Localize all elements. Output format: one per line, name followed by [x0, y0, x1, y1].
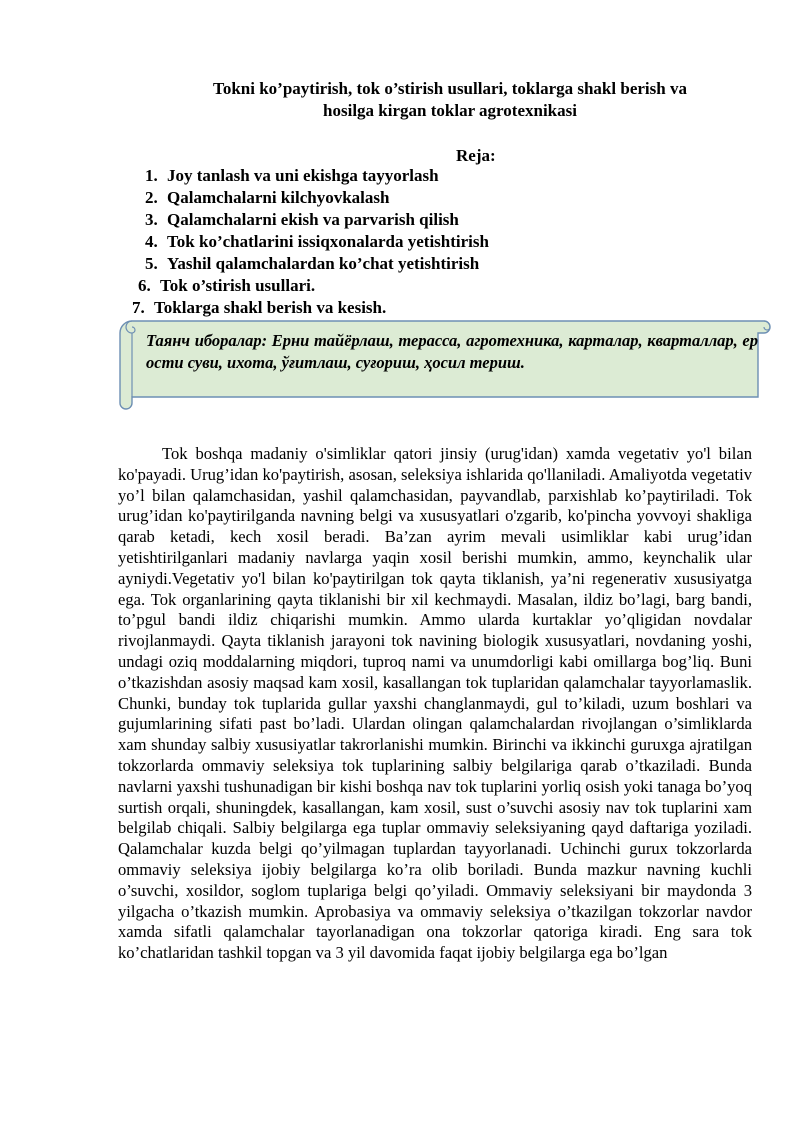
keywords-text: Таянч иборалар: Ерни тайёрлаш, терасса, агротехника, карталар, кварталлар, ер ости суви, ихота, ўғитлаш, суғориш, ҳосил териш. [146, 331, 758, 372]
plan-item: 5. Yashil qalamchalardan ko’chat yetishtirish [145, 254, 480, 273]
plan-item: 4. Tok ko’chatlarini issiqxonalarda yetishtirish [145, 232, 489, 251]
plan-item: 2. Qalamchalarni kilchyovkalash [145, 188, 390, 207]
title-line-2: hosilga kirgan toklar agrotexnikasi [323, 101, 577, 120]
document-title [150, 78, 750, 122]
keywords-scroll-box [118, 315, 778, 410]
plan-item: 3. Qalamchalarni ekish va parvarish qilish [145, 210, 459, 229]
body-paragraph: Tok boshqa madaniy o'simliklar qatori jinsiy (urug'idan) xamda vegetativ yo'l bilan ko'payadi. Urug’idan ko'paytirish, asosan, seleksiya ishlarida qo'llaniladi. Amaliyotda vegetativ yo’l bilan qalamchasidan, yashil qalamchasidan, payvandlab, parxishlab ko’paytiriladi. Tok urug’idan ko'paytirilganda navning belgi va xususyatlari o'zgarib, ko'pincha yovvoyi shakliga qarab ketadi, kech xosil beradi. Ba’zan ayrim mevali usimliklar kabi urug’idan yetishtirilganlari madaniy navlarga yaqin xosil berishi mumkin, ammo, keynchalik ular ayniydi.Vegetativ yo'l bilan ko'paytirilgan tok qayta tiklanish, ya’ni regenerativ xususiyatga ega. Tok organlarining qayta tiklanishi bir xil kechmaydi. Masalan, ildiz bo’lagi, barg bandi, to’pgul bandi ildiz chiqarishi mumkin. Ammo ularda kurtaklar yo’qligidan novdalar rivojlanmaydi. Qayta tiklanish jarayoni tok navining biologik xususyatlari, novdaning yoshi, undagi oziq moddalarning miqdori, tuproq nami va unumdorligi kabi omillarga bog’liq. Buni o’tkazishdan asosiy maqsad kam xosil, kasallangan tok tuplaridan qalamchalar tayyorlamaslik. Chunki, bunday tok tuplarida gullar yaxshi changlanmaydi, gul to’kiladi, uzum boshlari va gujumlarining sifati past bo’ladi. Ulardan olingan qalamchalardan rivojlangan o’simliklarda xam shunday salbiy xususiyatlar takrorlanishi mumkin. Birinchi va ikkinchi guruxga ajratilgan tokzorlarda ommaviy seleksiya tok tuplarining salbiy belgilariga qarab o’tkaziladi. Bunda navlarni yaxshi tushunadigan bir kishi boshqa nav tok tuplarini yorliq osish yoki tanaga bo’yoq surtish orqali, shuningdek, kasallangan, kam xosil, sust o’suvchi asosiy nav tok tuplarini xam belgilab chiqali. Salbiy belgilarga ega tuplar ommaviy seleksiyaning qayd daftariga yoziladi. Qalamchalar kuzda belgi qo’yilmagan tuplardan tayyorlanadi. Uchinchi gurux tokzorlarda ommaviy seleksiya ijobiy belgilarga ko’ra olib boriladi. Bunda mazkur navning kuchli o’suvchi, xosildor, soglom tuplariga belgi qo’yiladi. Ommaviy seleksiyani bir maydonda 3 yilgacha o’tkazish mumkin. Aprobasiya va ommaviy seleksiya o’tkazilgan tokzorlar navdor xamda sifatli qalamchalar tayorlanadigan ona tokzorlar qatoriga kiradi. Eng sara tok ko’chatlaridan tashkil topgan va 3 yil davomida faqat ijobiy belgilarga ega bo’lgan [118, 444, 752, 963]
plan-item: 7. Toklarga shakl berish va kesish. [132, 298, 387, 317]
title-line-1: Tokni ko’paytirish, tok o’stirish usullari, toklarga shakl berish va [213, 79, 687, 98]
plan-heading: Reja: [456, 146, 496, 165]
plan-item: 1. Joy tanlash va uni ekishga tayyorlash [145, 166, 439, 185]
plan-item: 6. Tok o’stirish usullari. [138, 276, 316, 295]
